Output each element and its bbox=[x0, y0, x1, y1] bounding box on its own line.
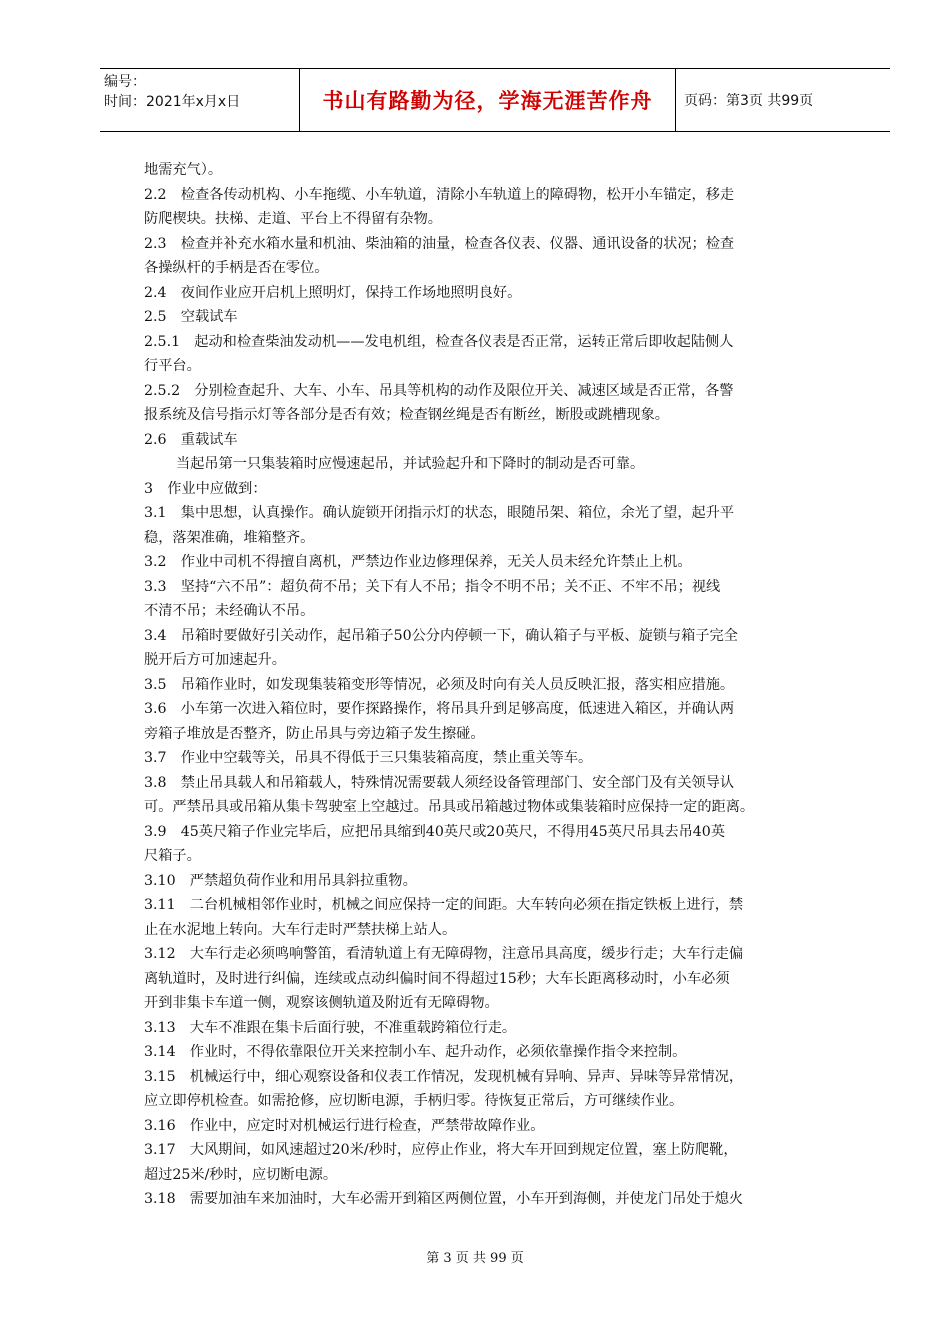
text-line: 3.4 吊箱时要做好引关动作，起吊箱子50公分内停顿一下，确认箱子与平板、旋锁与箱子完全 bbox=[144, 627, 738, 644]
text-line: 止在水泥地上转向。大车行走时严禁扶梯上站人。 bbox=[144, 921, 457, 938]
text-line: 各操纵杆的手柄是否在零位。 bbox=[144, 260, 329, 276]
text-line: 防爬楔块。扶梯、走道、平台上不得留有杂物。 bbox=[144, 211, 442, 227]
header-meta bbox=[100, 69, 300, 131]
text-line: 行平台。 bbox=[144, 358, 201, 374]
text-line: 3.6 小车第一次进入箱位时，要作探路操作，将吊具升到足够高度，低速进入箱区，并确认两 bbox=[144, 701, 735, 717]
text-line: 报系统及信号指示灯等各部分是否有效；检查钢丝绳是否有断丝，断股或跳槽现象。 bbox=[144, 407, 669, 423]
text-line: 超过25米/秒时，应切断电源。 bbox=[144, 1166, 338, 1183]
page-header bbox=[100, 68, 890, 132]
text-line: 2.3 检查并补充水箱水量和机油、柴油箱的油量，检查各仪表、仪器、通讯设备的状况；检查 bbox=[144, 235, 735, 252]
text-line: 2.2 检查各传动机构、小车拖缆、小车轨道，清除小车轨道上的障碍物，松开小车锚定，移走 bbox=[144, 186, 735, 203]
text-line: 3.15 机械运行中，细心观察设备和仪表工作情况，发现机械有异响、异声、异味等异常情况， bbox=[144, 1068, 744, 1085]
text-line: 2.4 夜间作业应开启机上照明灯，保持工作场地照明良好。 bbox=[144, 284, 522, 301]
text-line: 3.10 严禁超负荷作业和用吊具斜拉重物。 bbox=[144, 872, 417, 889]
text-line: 2.5 空载试车 bbox=[144, 309, 238, 325]
text-line: 3.18 需要加油车来加油时，大车必需开到箱区两侧位置，小车开到海侧，并使龙门吊处于熄火 bbox=[144, 1191, 744, 1207]
document-number: 编号： bbox=[104, 74, 146, 90]
text-line: 2.5.2 分别检查起升、大车、小车、吊具等机构的动作及限位开关、减速区域是否正常，各警 bbox=[144, 382, 734, 399]
text-line: 3.2 作业中司机不得擅自离机，严禁边作业边修理保养，无关人员未经允许禁止上机。 bbox=[144, 554, 692, 570]
text-line: 当起吊第一只集装箱时应慢速起吊，并试验起升和下降时的制动是否可靠。 bbox=[176, 456, 645, 472]
page-footer: 第 3 页 共 99 页 bbox=[426, 1251, 524, 1266]
text-line: 不清不吊；未经确认不吊。 bbox=[144, 603, 315, 619]
text-line: 脱开后方可加速起升。 bbox=[144, 652, 286, 668]
text-line: 3.1 集中思想，认真操作。确认旋锁开闭指示灯的状态，眼随吊架、箱位，余光了望，起升平 bbox=[144, 505, 735, 521]
text-line: 3.13 大车不准跟在集卡后面行驶，不准重载跨箱位行走。 bbox=[144, 1019, 517, 1036]
text-line: 3.8 禁止吊具载人和吊箱载人，特殊情况需要载人须经设备管理部门、安全部门及有关领导认 bbox=[144, 774, 735, 791]
header-page-info: 页码：第3页 共99页 bbox=[684, 93, 814, 109]
text-line: 可。严禁吊具或吊箱从集卡驾驶室上空越过。吊具或吊箱越过物体或集装箱时应保持一定的距离。 bbox=[144, 799, 755, 815]
text-line: 3.12 大车行走必须鸣响警笛，看清轨道上有无障碍物，注意吊具高度，缓步行走；大车行走偏 bbox=[144, 946, 744, 962]
text-line: 应立即停机检查。如需抢修，应切断电源，手柄归零。待恢复正常后，方可继续作业。 bbox=[144, 1093, 684, 1109]
text-line: 3.5 吊箱作业时，如发现集装箱变形等情况，必须及时向有关人员反映汇报，落实相应措施。 bbox=[144, 676, 735, 693]
text-line: 3.11 二台机械相邻作业时，机械之间应保持一定的间距。大车转向必须在指定铁板上进行，禁 bbox=[144, 897, 744, 913]
text-line: 3.16 作业中，应定时对机械运行进行检查，严禁带故障作业。 bbox=[144, 1117, 545, 1134]
document-body bbox=[144, 158, 854, 1212]
text-line: 3.17 大风期间，如风速超过20米/秒时，应停止作业，将大车开回到规定位置，塞上防爬靴， bbox=[144, 1142, 738, 1158]
header-motto: 书山有路勤为径，学海无涯苦作舟 bbox=[300, 69, 676, 131]
text-line: 2.6 重载试车 bbox=[144, 431, 238, 448]
text-line: 3.14 作业时，不得依靠限位开关来控制小车、起升动作，必须依靠操作指令来控制。 bbox=[144, 1044, 687, 1060]
text-line: 开到非集卡车道一侧，观察该侧轨道及附近有无障碍物。 bbox=[144, 995, 499, 1011]
document-time: 时间：2021年x月x日 bbox=[104, 94, 241, 110]
text-line: 3.7 作业中空载等关，吊具不得低于三只集装箱高度，禁止重关等车。 bbox=[144, 750, 593, 766]
text-line: 3.9 45英尺箱子作业完毕后，应把吊具缩到40英尺或20英尺，不得用45英尺吊具去吊40英 bbox=[144, 823, 726, 840]
text-line: 地需充气）。 bbox=[144, 162, 223, 178]
text-line: 2.5.1 起动和检查柴油发动机——发电机组，检查各仪表是否正常，运转正常后即收起陆侧人 bbox=[144, 333, 734, 350]
text-line: 3.3 坚持“六不吊”：超负荷不吊；关下有人不吊；指令不明不吊；关不正、不牢不吊；视线 bbox=[144, 578, 721, 595]
text-line: 旁箱子堆放是否整齐，防止吊具与旁边箱子发生擦碰。 bbox=[144, 725, 485, 742]
text-line: 稳，落架准确，堆箱整齐。 bbox=[144, 529, 315, 546]
text-line: 3 作业中应做到： bbox=[144, 480, 267, 497]
text-line: 尺箱子。 bbox=[144, 848, 201, 864]
text-line: 离轨道时，及时进行纠偏，连续或点动纠偏时间不得超过15秒；大车长距离移动时，小车必须 bbox=[144, 970, 730, 987]
